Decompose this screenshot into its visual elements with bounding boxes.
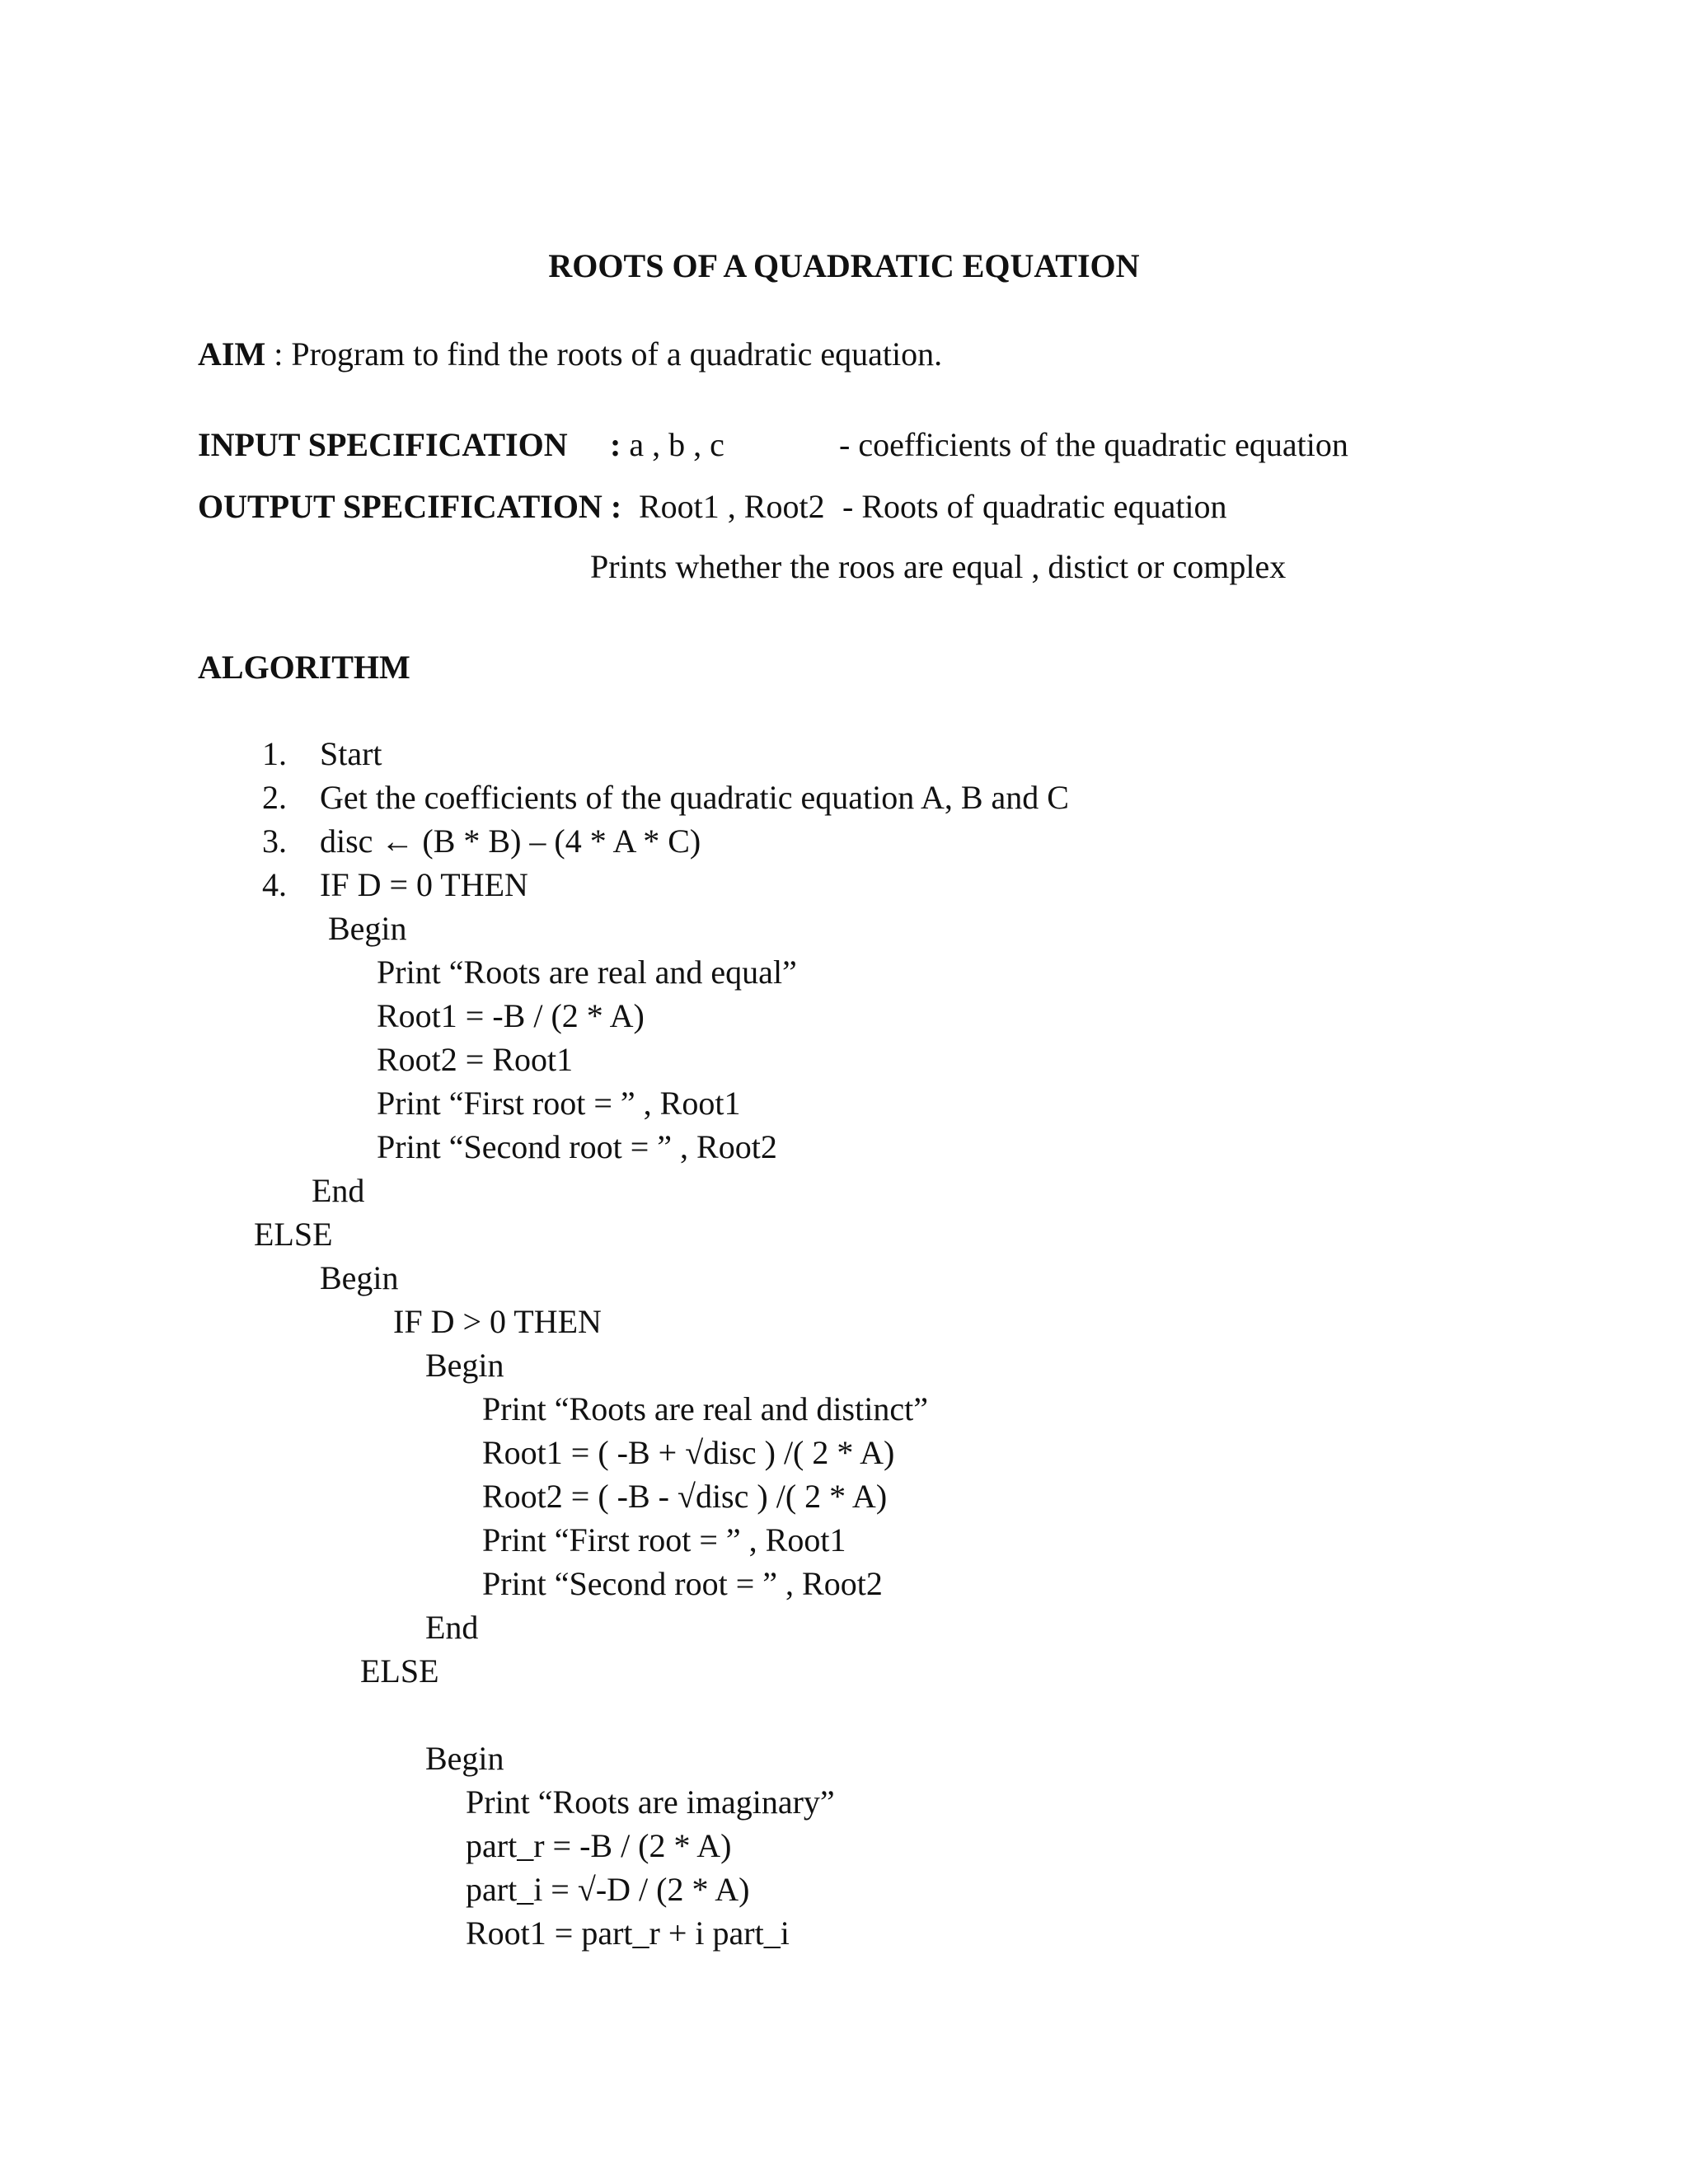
algorithm-step <box>237 777 1069 818</box>
step-number: 1. <box>262 735 287 772</box>
input-spec-desc: - coefficients of the quadratic equation <box>839 426 1348 463</box>
algorithm-heading: ALGORITHM <box>198 649 410 686</box>
step-text: Get the coefficients of the quadratic equation A, B and C <box>320 779 1069 816</box>
output-spec-vars: Root1 , Root2 <box>639 488 825 525</box>
algorithm-step <box>237 821 701 862</box>
algorithm-step <box>237 865 528 906</box>
step-number: 3. <box>262 823 287 860</box>
step-text: Start <box>320 735 382 772</box>
step-text: disc ← (B * B) – (4 * A * C) <box>320 823 701 860</box>
page-title: ROOTS OF A QUADRATIC EQUATION <box>548 247 1140 284</box>
algorithm-step <box>237 733 382 775</box>
algorithm-line: Root1 = part_r + i part_i <box>466 1915 790 1952</box>
algorithm-line: part_r = -B / (2 * A) <box>466 1827 732 1864</box>
input-spec-separator: : <box>610 426 621 463</box>
algorithm-line: Root2 = ( -B - √disc ) /( 2 * A) <box>482 1478 888 1515</box>
algorithm-line: Root2 = Root1 <box>377 1041 574 1078</box>
algorithm-line: Print “Roots are imaginary” <box>466 1783 835 1821</box>
aim-label: AIM <box>198 335 266 373</box>
algorithm-line: Root1 = -B / (2 * A) <box>377 997 645 1034</box>
algorithm-line: Begin <box>328 910 407 947</box>
algorithm-line: Print “Second root = ” , Root2 <box>377 1128 777 1165</box>
aim-text: Program to find the roots of a quadratic equation. <box>291 335 943 373</box>
output-spec-desc: - Roots of quadratic equation <box>842 488 1227 525</box>
algorithm-line: Begin <box>320 1259 399 1296</box>
algorithm-line: Print “Roots are real and distinct” <box>482 1390 928 1427</box>
algorithm-line: Print “Second root = ” , Root2 <box>482 1565 883 1602</box>
aim-separator: : <box>274 335 284 373</box>
algorithm-line: part_i = √-D / (2 * A) <box>466 1871 750 1908</box>
algorithm-line: ELSE <box>254 1216 333 1253</box>
algorithm-line: Root1 = ( -B + √disc ) /( 2 * A) <box>482 1434 895 1471</box>
algorithm-line: End <box>425 1609 479 1646</box>
aim-line <box>198 334 942 375</box>
input-spec-vars-line <box>610 424 724 466</box>
algorithm-line: Print “First root = ” , Root1 <box>377 1085 741 1122</box>
output-spec-note: Prints whether the roos are equal , distict or complex <box>590 548 1287 585</box>
algorithm-line: IF D > 0 THEN <box>393 1303 602 1340</box>
algorithm-line: Print “Roots are real and equal” <box>377 954 797 991</box>
algorithm-line: Begin <box>425 1740 504 1777</box>
input-spec-label: INPUT SPECIFICATION <box>198 426 568 463</box>
step-number: 4. <box>262 866 287 903</box>
input-spec-label-line <box>198 424 568 466</box>
algorithm-line: ELSE <box>360 1652 439 1690</box>
algorithm-line: Begin <box>425 1347 504 1384</box>
step-number: 2. <box>262 779 287 816</box>
step-text: IF D = 0 THEN <box>320 866 528 903</box>
input-spec-vars: a , b , c <box>629 426 724 463</box>
algorithm-line: Print “First root = ” , Root1 <box>482 1521 846 1558</box>
algorithm-line: End <box>312 1172 365 1209</box>
output-spec-label: OUTPUT SPECIFICATION : <box>198 488 622 525</box>
